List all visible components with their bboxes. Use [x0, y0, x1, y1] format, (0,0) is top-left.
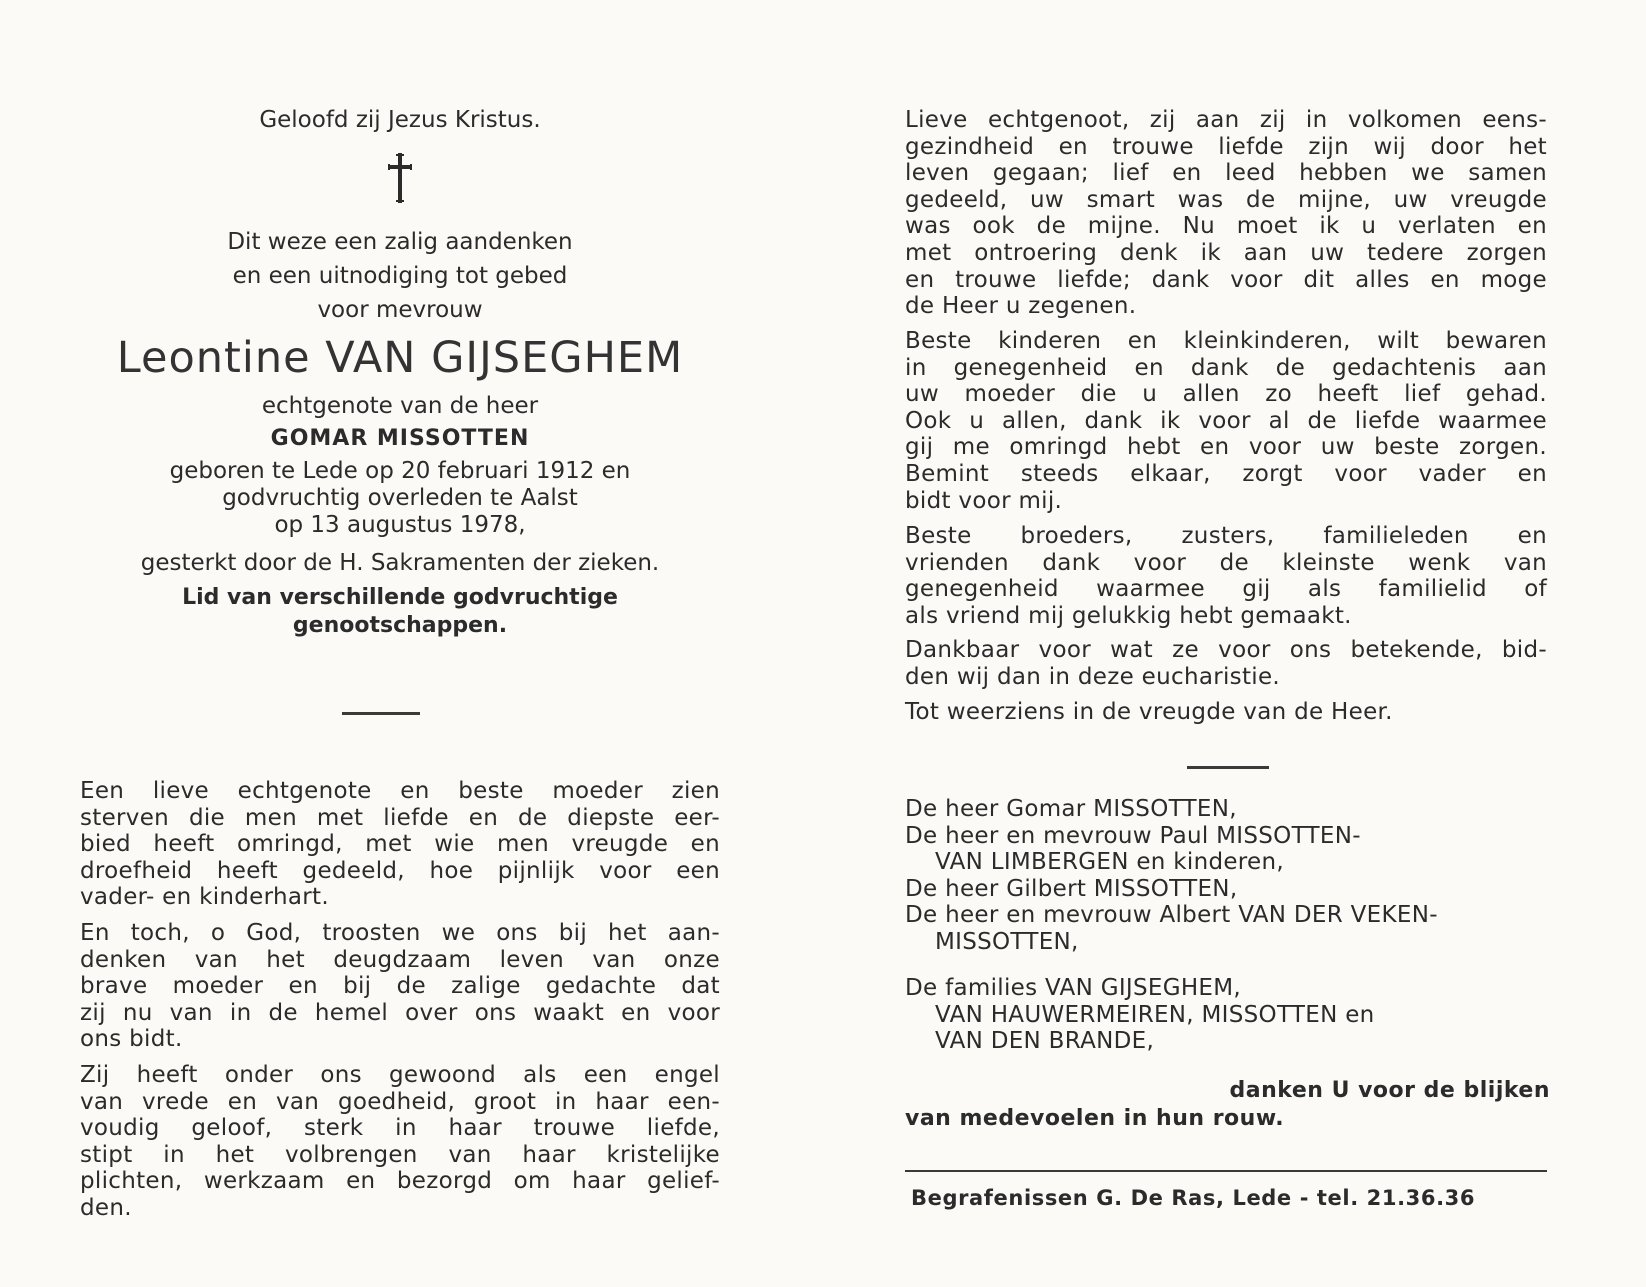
sacraments: gesterkt door de H. Sakramenten der zieken. [140, 550, 660, 576]
family-line: De heer en mevrouw Albert VAN DER VEKEN- [905, 902, 1438, 929]
paragraph [80, 920, 720, 1053]
paragraph-line: ons bidt. [80, 1026, 183, 1053]
paragraph-line: Een lieve echtgenote en beste moeder zien [80, 778, 720, 804]
family-line: De heer Gilbert MISSOTTEN, [905, 875, 1238, 902]
paragraph [905, 523, 1547, 629]
paragraph-line: genegenheid waarmee gij als familielid of [905, 576, 1547, 603]
intro-line: Dit weze een zalig aandenken [227, 229, 573, 255]
paragraph-line: zij nu van in de hemel over ons waakt en voor [80, 999, 720, 1026]
paragraph [905, 328, 1547, 514]
family-line: De families VAN GIJSEGHEM, [905, 975, 1242, 1001]
paragraph-line: den. [80, 1194, 132, 1221]
greeting: Geloofd zij Jezus Kristus. [259, 107, 541, 133]
paragraph-line: voudig geloof, sterk in haar trouwe liefde, [80, 1115, 720, 1142]
family-line: VAN DEN BRANDE, [935, 1028, 1155, 1055]
paragraph-line: En toch, o God, troosten we ons bij het aan- [80, 920, 720, 946]
paragraph-line: Ook u allen, dank ik voor al de liefde waarmee [905, 407, 1547, 434]
divider [1187, 766, 1269, 769]
thanks-line: van medevoelen in hun rouw. [905, 1106, 1285, 1131]
intro [80, 225, 720, 327]
intro-line: en een uitnodiging tot gebed [232, 263, 568, 289]
paragraph-line: Lieve echtgenoot, zij aan zij in volkomen eens- [905, 107, 1547, 133]
paragraph-line: Zij heeft onder ons gewoond als een engel [80, 1062, 720, 1088]
life-dates [80, 458, 720, 539]
paragraph [905, 637, 1547, 690]
undertaker-footer: Begrafenissen G. De Ras, Lede - tel. 21.36.36 [911, 1186, 1476, 1210]
family-line: De heer en mevrouw Paul MISSOTTEN- [905, 822, 1361, 849]
spouse-name: GOMAR MISSOTTEN [270, 426, 530, 451]
family-line: MISSOTTEN, [935, 928, 1079, 955]
paragraph-line: gij me omringd hebt en voor uw beste zorgen. [905, 434, 1547, 461]
deceased-name: Leontine VAN GIJSEGHEM [116, 333, 684, 383]
paragraph-line: vrienden dank voor de kleinste wenk van [905, 549, 1547, 576]
paragraph [80, 778, 720, 911]
paragraph-line: Beste broeders, zusters, familieleden en [905, 523, 1547, 549]
family-line: De heer Gomar MISSOTTEN, [905, 796, 1237, 822]
family-list [905, 796, 1438, 956]
family-list [905, 975, 1375, 1055]
dates-line: op 13 augustus 1978, [274, 512, 526, 538]
paragraph-line: gedeeld, uw smart was de mijne, uw vreugde [905, 186, 1547, 213]
paragraph-line: de Heer u zegenen. [905, 293, 1137, 320]
family-line: VAN LIMBERGEN en kinderen, [935, 849, 1284, 876]
dates-line: godvruchtig overleden te Aalst [222, 485, 578, 511]
paragraph-line: denken van het deugdzaam leven van onze [80, 946, 720, 973]
divider [342, 712, 420, 715]
paragraph-line: Bemint steeds elkaar, zorgt voor vader en [905, 460, 1547, 487]
paragraph-line: met ontroering denk ik aan uw tedere zorgen [905, 239, 1547, 266]
paragraph-line: uw moeder die u allen zo heeft lief gehad. [905, 381, 1547, 408]
paragraph [905, 699, 1547, 726]
paragraph-line: en trouwe liefde; dank voor dit alles en moge [905, 266, 1547, 293]
left-panel [80, 0, 720, 1287]
paragraph-line: bidt voor mij. [905, 487, 1063, 514]
paragraph-line: vader- en kinderhart. [80, 884, 329, 911]
thanks-line: danken U voor de blijken [1229, 1078, 1550, 1103]
paragraph-line: stipt in het volbrengen van haar kristelijke [80, 1141, 720, 1168]
paragraph-line: sterven die men met liefde en de diepste eer- [80, 804, 720, 831]
paragraph-line: in genegenheid en dank de gedachtenis aan [905, 354, 1547, 381]
paragraph [80, 1062, 720, 1222]
intro-line: voor mevrouw [317, 297, 483, 323]
dates-line: geboren te Lede op 20 februari 1912 en [169, 458, 631, 484]
paragraph [905, 107, 1547, 320]
family-line: VAN HAUWERMEIREN, MISSOTTEN en [935, 1001, 1375, 1028]
paragraph-line: brave moeder en bij de zalige gedachte dat [80, 973, 720, 1000]
spouse-label: echtgenote van de heer [261, 393, 539, 419]
paragraph-line: als vriend mij gelukkig hebt gemaakt. [905, 602, 1352, 629]
paragraph-line: droefheid heeft gedeeld, hoe pijnlijk voor een [80, 857, 720, 884]
paragraph-line: was ook de mijne. Nu moet ik u verlaten en [905, 213, 1547, 240]
membership-line: genootschappen. [292, 613, 508, 638]
latin-cross-icon [380, 153, 420, 203]
paragraph-line: den wij dan in deze eucharistie. [905, 663, 1281, 690]
membership [80, 584, 720, 640]
paragraph-line: plichten, werkzaam en bezorgd om haar gelief- [80, 1168, 720, 1195]
thanks [905, 1077, 1550, 1133]
paragraph-line: gezindheid en trouwe liefde zijn wij door het [905, 133, 1547, 160]
right-panel [905, 0, 1550, 1287]
footer-rule [905, 1170, 1547, 1172]
paragraph-line: Dankbaar voor wat ze voor ons betekende, bid- [905, 637, 1547, 663]
paragraph-line: Beste kinderen en kleinkinderen, wilt bewaren [905, 328, 1547, 354]
paragraph-line: leven gegaan; lief en leed hebben we samen [905, 160, 1547, 187]
paragraph-line: bied heeft omringd, met wie men vreugde en [80, 831, 720, 858]
paragraph-line: van vrede en van goedheid, groot in haar een- [80, 1088, 720, 1115]
membership-line: Lid van verschillende godvruchtige [182, 585, 618, 610]
paragraph-line: Tot weerziens in de vreugde van de Heer. [905, 699, 1393, 725]
